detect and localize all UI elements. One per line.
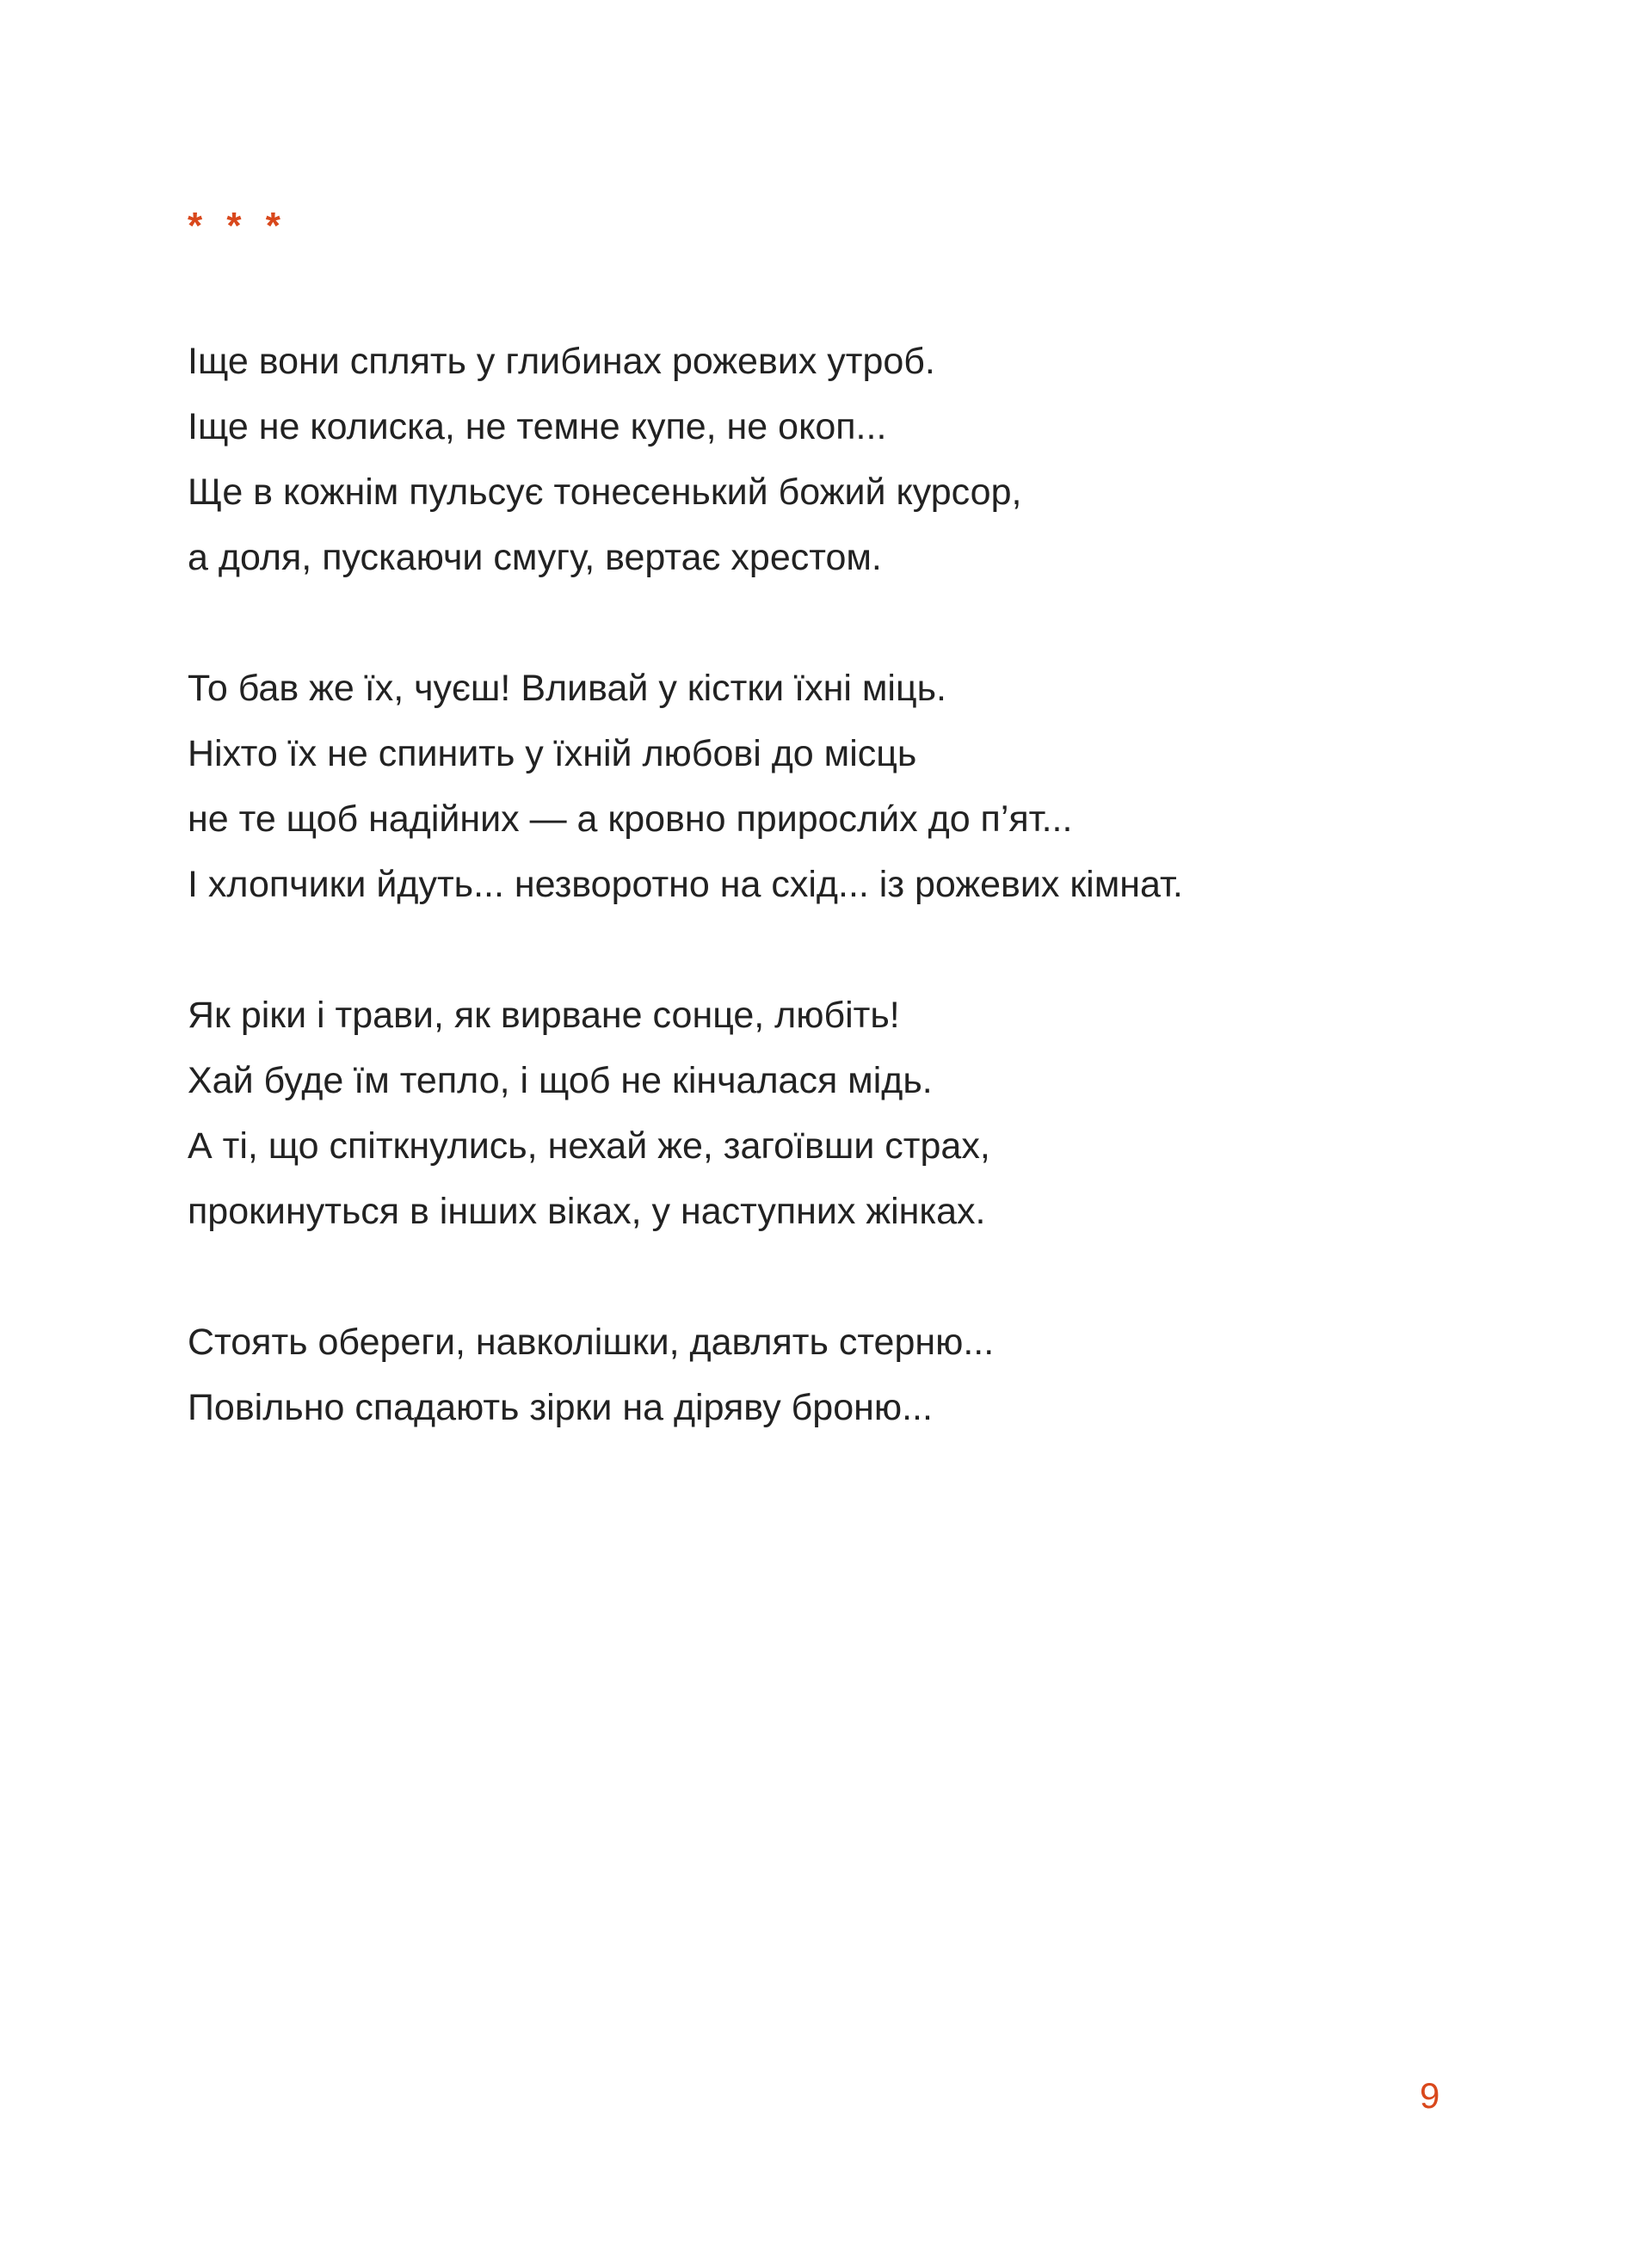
- poem-line: Повільно спадають зірки на діряву броню...: [188, 1387, 933, 1428]
- poem-line: А ті, що спіткнулись, нехай же, загоївши страх,: [188, 1125, 990, 1167]
- page-number: 9: [1420, 2075, 1440, 2116]
- poem-line: Ніхто їх не спинить у їхній любові до місць: [188, 733, 917, 774]
- stanza-2: [188, 656, 1478, 917]
- poem-line: не те щоб надійних — а кровно приросли́х до п’ят...: [188, 798, 1073, 840]
- poem-line: а доля, пускаючи смугу, вертає хрестом.: [188, 537, 882, 578]
- poem-line: То бав же їх, чуєш! Вливай у кістки їхні міць.: [188, 668, 946, 709]
- section-separator-asterisks: * * *: [188, 205, 287, 247]
- poem-line: Іще не колиска, не темне купе, не окоп...: [188, 406, 887, 447]
- poem-line: Хай буде їм тепло, і щоб не кінчалася мідь.: [188, 1060, 933, 1101]
- stanza-3: [188, 983, 1478, 1244]
- poem-line: Стоять обереги, навколішки, давлять стерню...: [188, 1322, 995, 1363]
- poem-line: Як ріки і трави, як вирване сонце, любіть!: [188, 995, 900, 1036]
- poem-line: І хлопчики йдуть... незворотно на схід... із рожевих кімнат.: [188, 864, 1183, 905]
- poem: [188, 329, 1478, 1506]
- poem-line: Ще в кожнім пульсує тонесенький божий курсор,: [188, 471, 1022, 513]
- poem-line: прокинуться в інших віках, у наступних жінках.: [188, 1191, 986, 1232]
- stanza-4: [188, 1309, 1478, 1440]
- stanza-1: [188, 329, 1478, 590]
- poem-line: Іще вони сплять у глибинах рожевих утроб.: [188, 341, 935, 382]
